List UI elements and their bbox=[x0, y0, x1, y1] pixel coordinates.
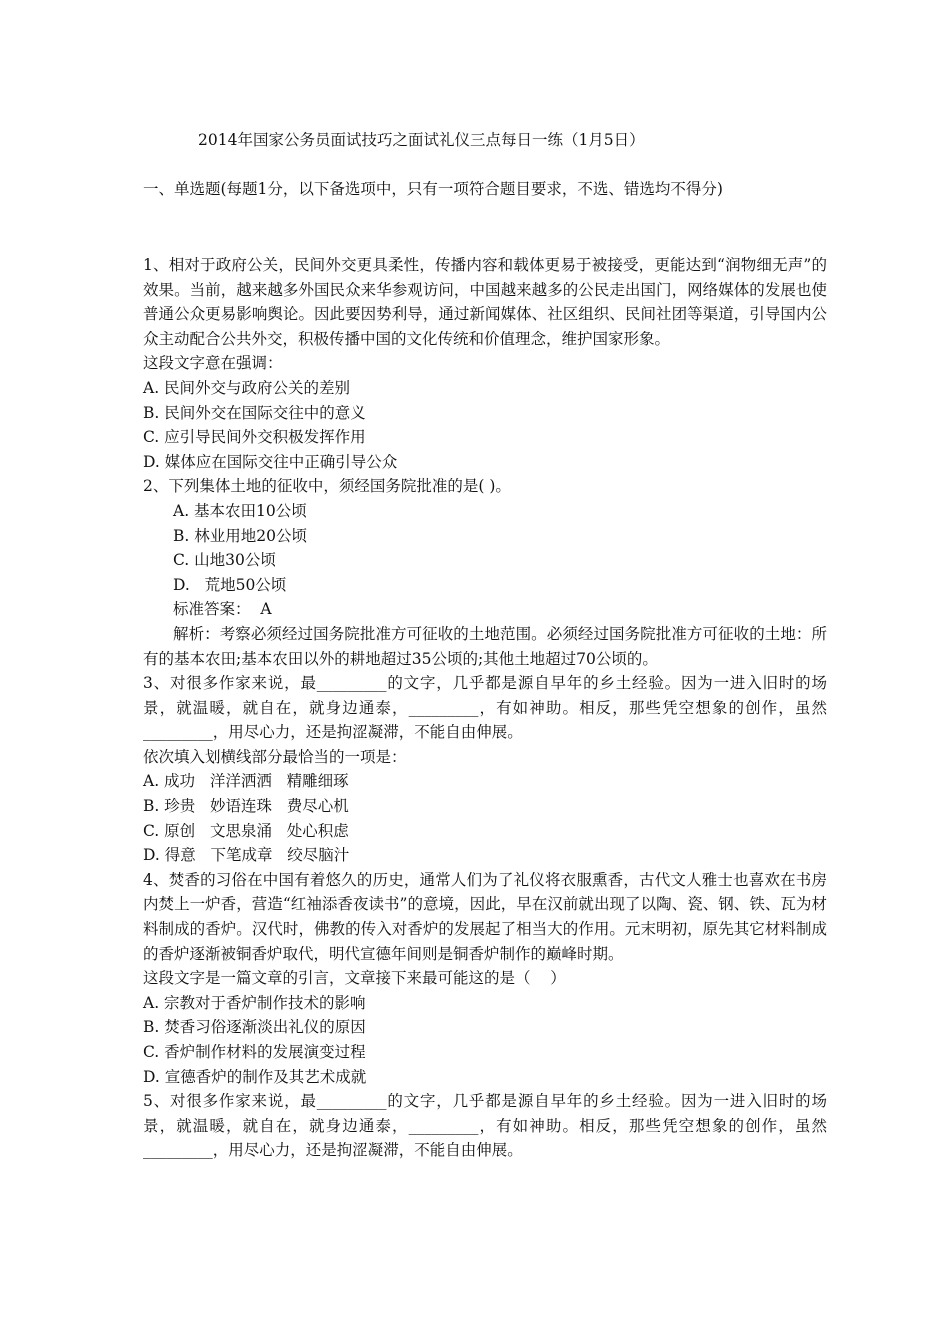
question-5-text: 5、对很多作家来说，最_________的文字，几乎都是源自早年的乡土经验。因为一进入旧时的场景，就温暖，就自在，就身边通泰，_________，有如神助。相反，那些凭空想象的创作，虽然_________，用尽心力，还是拘涩凝滞，不能自由伸展。 bbox=[143, 1092, 827, 1160]
question-1-option-d: D. 媒体应在国际交往中正确引导公众 bbox=[143, 452, 398, 471]
question-3-option-d: D. 得意 下笔成章 绞尽脑汁 bbox=[143, 846, 350, 865]
question-3-option-a: A. 成功 洋洋洒洒 精雕细琢 bbox=[143, 772, 349, 791]
question-4-option-b: B. 焚香习俗逐渐淡出礼仪的原因 bbox=[143, 1018, 366, 1037]
question-4-option-a: A. 宗教对于香炉制作技术的影响 bbox=[143, 993, 366, 1012]
question-1-prompt: 这段文字意在强调： bbox=[143, 354, 283, 373]
question-2-analysis: 解析：考察必须经过国务院批准方可征收的土地范围。必须经过国务院批准方可征收的土地：所有的基本农田;基本农田以外的耕地超过35公顷的;其他土地超过70公顷的。 bbox=[143, 624, 827, 668]
question-1-option-b: B. 民间外交在国际交往中的意义 bbox=[143, 403, 366, 422]
question-2-option-b: B. 林业用地20公顷 bbox=[173, 526, 307, 545]
question-3-prompt: 依次填入划横线部分最恰当的一项是： bbox=[143, 747, 407, 766]
question-2-option-a: A. 基本农田10公顷 bbox=[173, 501, 307, 520]
section-heading: 一、单选题(每题1分，以下备选项中，只有一项符合题目要求，不选、错选均不得分) bbox=[143, 180, 723, 198]
question-list bbox=[143, 253, 827, 1163]
question-2-answer: 标准答案： A bbox=[173, 600, 272, 619]
question-2-text: 2、下列集体土地的征收中，须经国务院批准的是( )。 bbox=[143, 477, 511, 496]
question-4-option-c: C. 香炉制作材料的发展演变过程 bbox=[143, 1043, 366, 1061]
question-1-text: 1、相对于政府公关，民间外交更具柔性，传播内容和载体更易于被接受，更能达到“润物细无声”的效果。当前，越来越多外国民众来华参观访问，中国越来越多的公民走出国门，网络媒体的发展也使普通公众更易影响舆论。因此要因势利导，通过新闻媒体、社区组织、民间社团等渠道，引导国内公众主动配合公共外交，积极传播中国的文化传统和价值理念，维护国家形象。 bbox=[143, 256, 827, 348]
question-2-option-d: D. 荒地50公顷 bbox=[173, 575, 287, 594]
question-3-option-c: C. 原创 文思泉涌 处心积虑 bbox=[143, 821, 349, 840]
question-4-option-d: D. 宣德香炉的制作及其艺术成就 bbox=[143, 1067, 367, 1086]
question-3-option-b: B. 珍贵 妙语连珠 费尽心机 bbox=[143, 797, 349, 816]
question-2-option-c: C. 山地30公顷 bbox=[173, 551, 276, 570]
document-title: 2014年国家公务员面试技巧之面试礼仪三点每日一练（1月5日） bbox=[198, 131, 645, 149]
question-1-option-c: C. 应引导民间外交积极发挥作用 bbox=[143, 428, 366, 447]
question-1-option-a: A. 民间外交与政府公关的差别 bbox=[143, 378, 351, 397]
question-4-prompt: 这段文字是一篇文章的引言，文章接下来最可能这的是（ ） bbox=[143, 969, 566, 988]
question-4-text: 4、焚香的习俗在中国有着悠久的历史，通常人们为了礼仪将衣服熏香，古代文人雅士也喜欢在书房内焚上一炉香，营造“红袖添香夜读书”的意境，因此，早在汉前就出现了以陶、瓷、钢、铁、瓦为材料制成的香炉。汉代时，佛教的传入对香炉的发展起了相当大的作用。元末明初，原先其它材料制成的香炉逐渐被铜香炉取代，明代宣德年间则是铜香炉制作的巅峰时期。 bbox=[143, 870, 827, 963]
question-3-text: 3、对很多作家来说，最_________的文字，几乎都是源自早年的乡土经验。因为一进入旧时的场景，就温暖，就自在，就身边通泰，_________，有如神助。相反，那些凭空想象的创作，虽然_________，用尽心力，还是拘涩凝滞，不能自由伸展。 bbox=[143, 674, 827, 742]
